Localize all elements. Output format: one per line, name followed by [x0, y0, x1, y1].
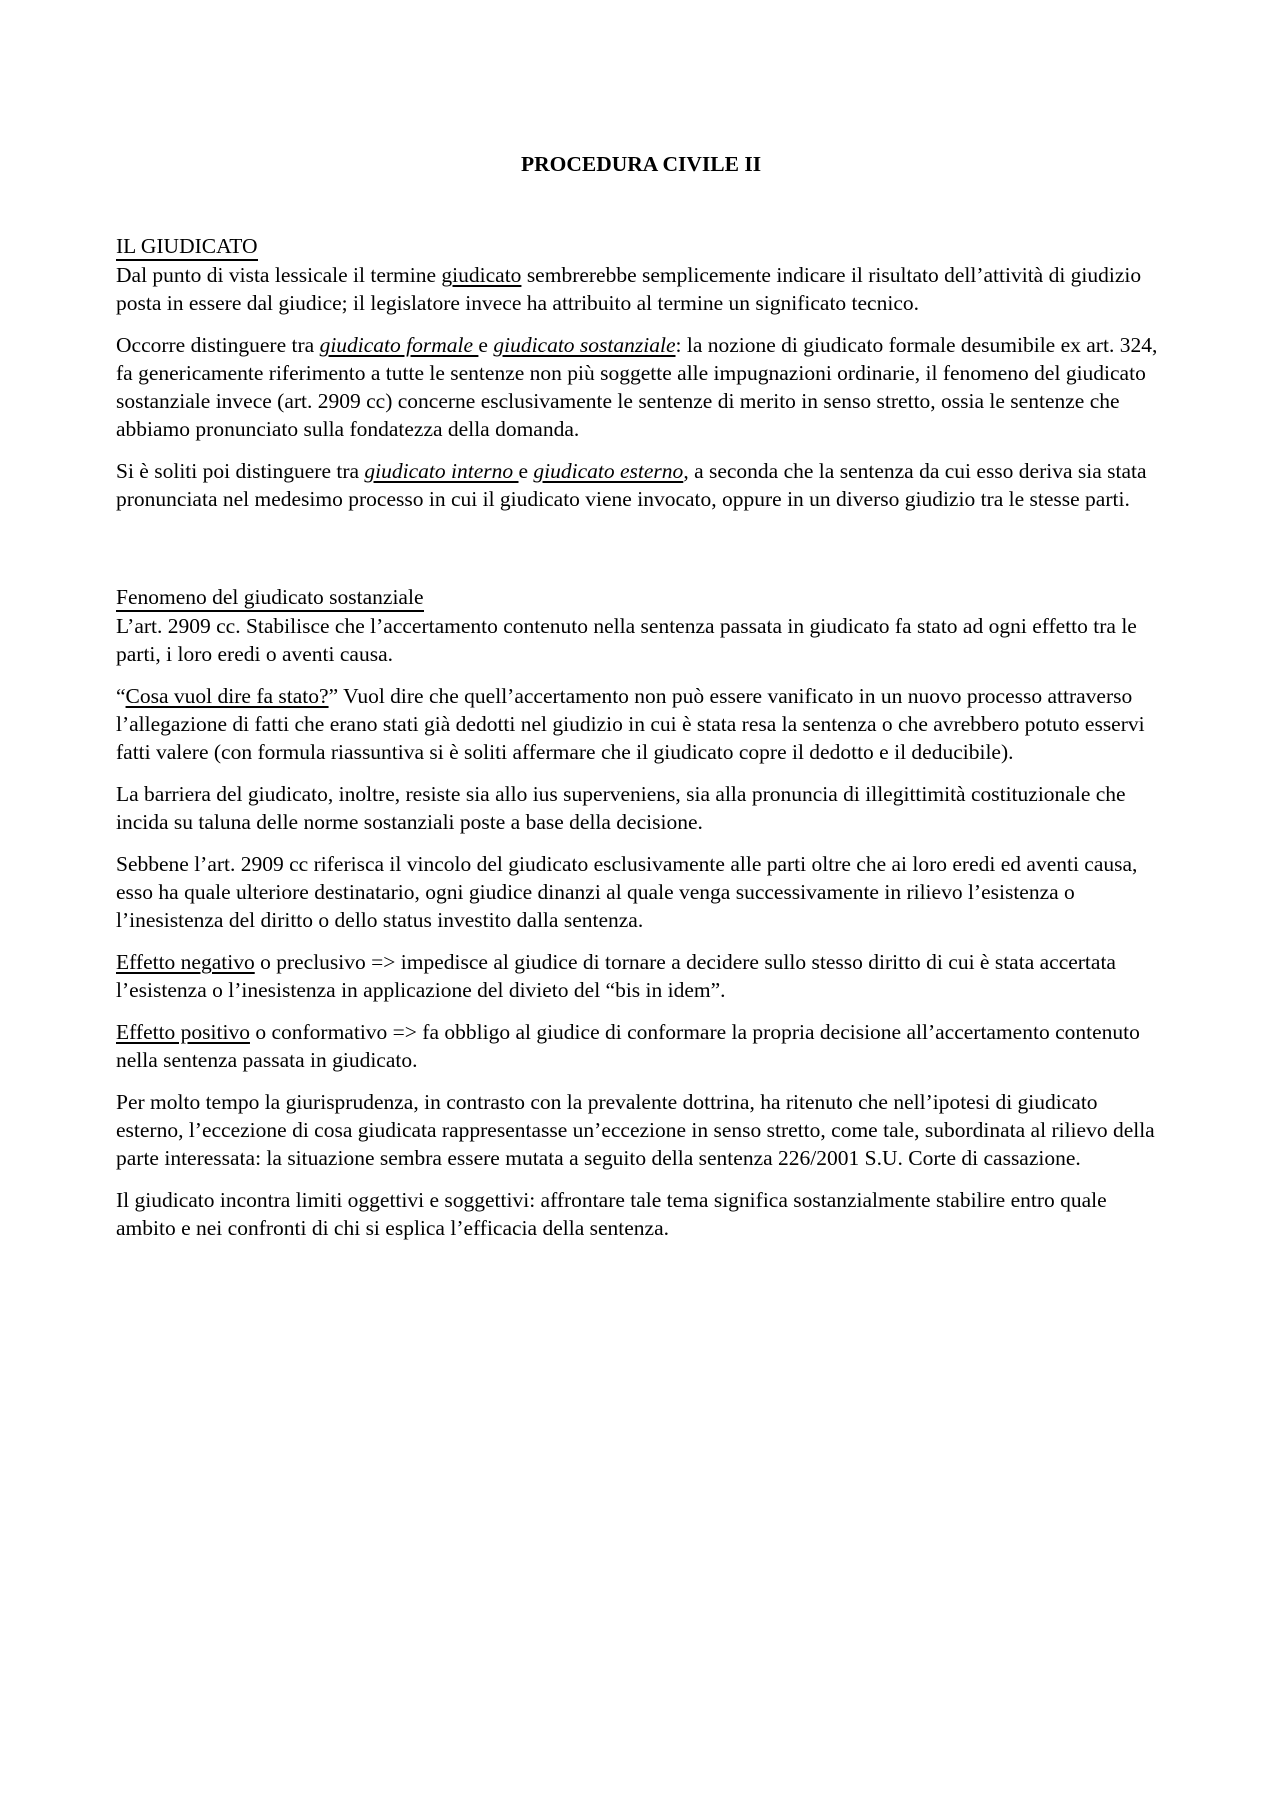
text-run: , a seconda che la sentenza da cui esso deriva sia stata pronunciata nel medesimo processo in cui il giudicato viene invocato, oppure in un diverso giudizio tra le stesse parti. [116, 459, 1147, 511]
paragraph-barriera: La barriera del giudicato, inoltre, resiste sia allo ius superveniens, sia alla pronuncia di illegittimità costituzionale che incida su taluna delle norme sostanziali poste a base della decisione. [116, 782, 1126, 834]
paragraph-limiti: Il giudicato incontra limiti oggettivi e soggettivi: affrontare tale tema significa sostanzialmente stabilire entro quale ambito e nei confronti di chi si esplica l’efficacia della sentenza. [116, 1188, 1107, 1240]
paragraph-art-2909: L’art. 2909 cc. Stabilisce che l’accertamento contenuto nella sentenza passata in giudicato fa stato ad ogni effetto tra le parti, i loro eredi o aventi causa. [116, 614, 1137, 666]
term-giudicato: giudicato [441, 263, 522, 287]
document-title: PROCEDURA CIVILE II [520, 152, 762, 176]
paragraph-effetto-negativo [116, 948, 1166, 1004]
term-cosa-vuol-dire: Cosa vuol dire fa stato? [125, 684, 329, 708]
paragraph-interno-esterno [116, 457, 1166, 513]
term-effetto-negativo: Effetto negativo [116, 950, 255, 974]
section-heading-wrap [116, 583, 1166, 612]
term-giudicato-formale: giudicato formale [319, 333, 479, 357]
text-run: o preclusivo => impedisce al giudice di tornare a decidere sullo stesso diritto di cui è stata accertata l’esistenza o l’inesistenza in applicazione del divieto del “bis in idem”. [116, 950, 1116, 1002]
text-run: e [518, 459, 534, 483]
text-run: Si è soliti poi distinguere tra [116, 459, 365, 483]
paragraph-effetto-positivo [116, 1018, 1166, 1074]
term-giudicato-esterno: giudicato esterno [533, 459, 684, 483]
text-run: ” Vuol dire che quell’accertamento non può essere vanificato in un nuovo processo attraverso l’allegazione di fatti che erano stati già dedotti nel giudizio in cui è stata resa la sentenza o che avrebbero potuto esservi fatti valere (con formula riassuntiva si è soliti affermare che il giudicato copre il dedotto e il deducibile). [116, 684, 1145, 764]
text-run: : la nozione di giudicato formale desumibile ex art. 324, fa genericamente riferimento a tutte le sentenze non più soggette alle impugnazioni ordinarie, il fenomeno del giudicato sostanziale invece (art. 2909 cc) concerne esclusivamente le sentenze di merito in senso stretto, ossia le sentenze che abbiamo pronunciato sulla fondatezza della domanda. [116, 333, 1158, 441]
section-heading-wrap [116, 232, 1166, 261]
text-run: e [478, 333, 494, 357]
term-giudicato-sostanziale: giudicato sostanziale [493, 333, 676, 357]
paragraph-vincolo: Sebbene l’art. 2909 cc riferisca il vincolo del giudicato esclusivamente alle parti oltre che ai loro eredi ed aventi causa, esso ha quale ulteriore destinatario, ogni giudice dinanzi al quale venga successivamente in rilievo l’esistenza o l’inesistenza del diritto o dello status investito dalla sentenza. [116, 852, 1138, 932]
text-run: “ [116, 684, 126, 708]
term-effetto-positivo: Effetto positivo [116, 1020, 250, 1044]
paragraph-fa-stato [116, 682, 1166, 766]
text-run: Occorre distinguere tra [116, 333, 320, 357]
document-body [116, 150, 1166, 1256]
paragraph-giurisprudenza: Per molto tempo la giurisprudenza, in contrasto con la prevalente dottrina, ha ritenuto che nell’ipotesi di giudicato esterno, l’eccezione di cosa giudicata rappresentasse un’eccezione in senso stretto, come tale, subordinata al rilievo della parte interessata: la situazione sembra essere mutata a seguito della sentenza 226/2001 S.U. Corte di cassazione. [116, 1090, 1155, 1170]
section-spacer [116, 527, 1166, 583]
section-heading-giudicato: IL GIUDICATO [116, 234, 258, 261]
text-run: Dal punto di vista lessicale il termine [116, 263, 442, 287]
section-heading-fenomeno: Fenomeno del giudicato sostanziale [116, 585, 424, 612]
text-run: o conformativo => fa obbligo al giudice di conformare la propria decisione all’accertamento contenuto nella sentenza passata in giudicato. [116, 1020, 1140, 1072]
paragraph-formale-sostanziale [116, 331, 1166, 443]
paragraph-lessicale [116, 261, 1166, 317]
text-run: sembrerebbe semplicemente indicare il risultato dell’attività di giudizio posta in essere dal giudice; il legislatore invece ha attribuito al termine un significato tecnico. [116, 263, 1142, 315]
term-giudicato-interno: giudicato interno [364, 459, 519, 483]
